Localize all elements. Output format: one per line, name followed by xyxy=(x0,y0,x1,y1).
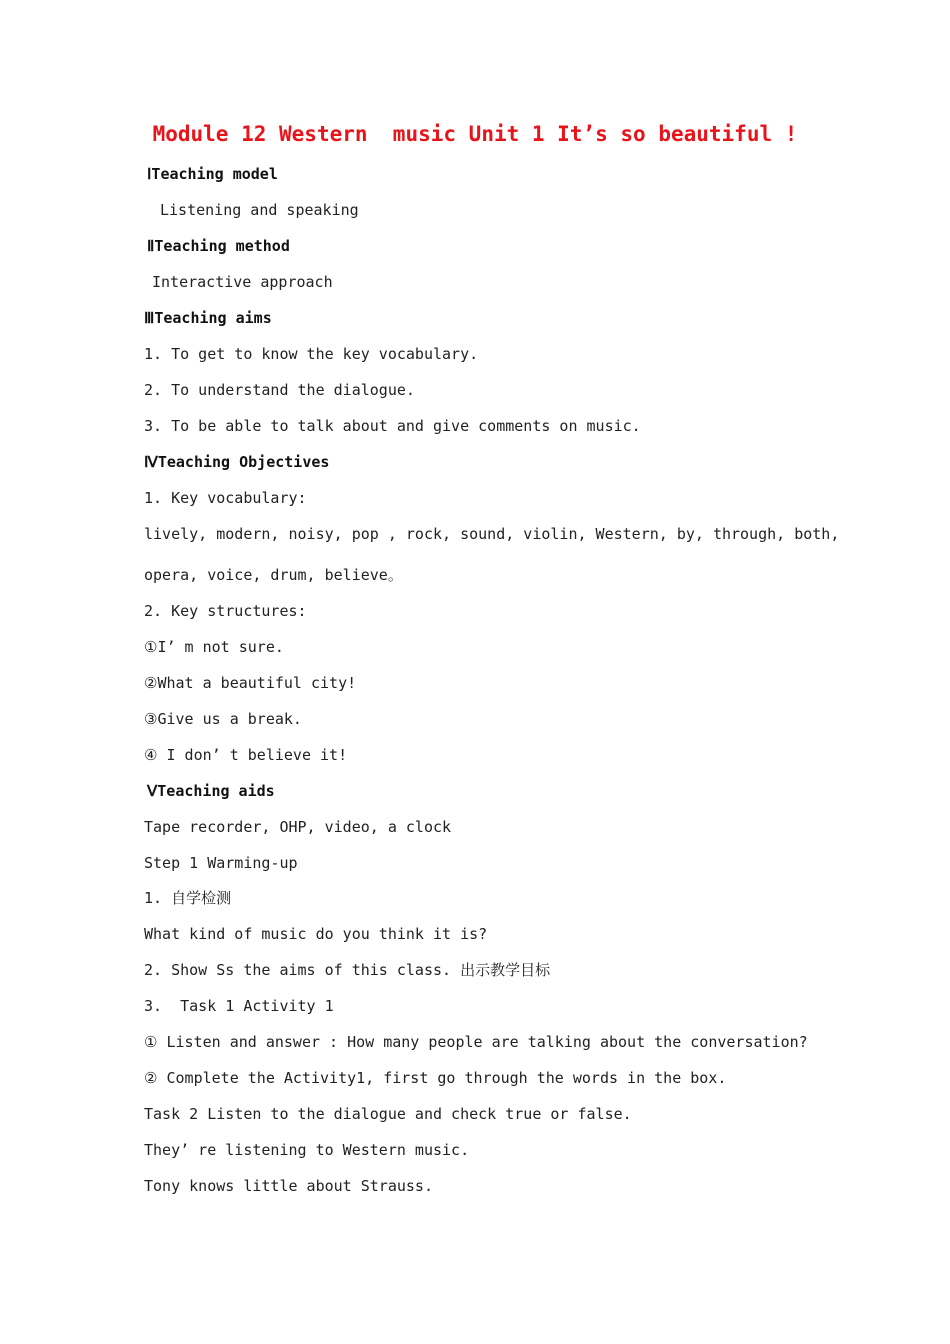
aim-item: 2. To understand the dialogue. xyxy=(144,381,415,399)
key-structure-item: ②What a beautiful city! xyxy=(144,674,357,692)
step-line: ① Listen and answer : How many people are talking about the conversation? xyxy=(144,1033,808,1051)
heading-teaching-model: ⅠTeaching model xyxy=(147,165,278,183)
aim-item: 3. To be able to talk about and give comments on music. xyxy=(144,417,641,435)
teaching-model-text: Listening and speaking xyxy=(160,201,359,219)
step-line: 2. Show Ss the aims of this class. 出示教学目标 xyxy=(144,961,551,979)
heading-teaching-aids: ⅤTeaching aids xyxy=(147,782,275,800)
heading-teaching-aims: ⅢTeaching aims xyxy=(144,309,272,327)
key-structures-label: 2. Key structures: xyxy=(144,602,307,620)
key-vocabulary-line: lively, modern, noisy, pop , rock, sound, violin, Western, by, through, both, xyxy=(144,525,840,543)
heading-teaching-method: ⅡTeaching method xyxy=(147,237,290,255)
step-line: 1. 自学检测 xyxy=(144,889,232,907)
step-line: They’ re listening to Western music. xyxy=(144,1141,470,1159)
key-structure-item: ①I’ m not sure. xyxy=(144,638,284,656)
heading-teaching-objectives: ⅣTeaching Objectives xyxy=(144,453,330,471)
step-line: Task 2 Listen to the dialogue and check true or false. xyxy=(144,1105,632,1123)
key-vocabulary-line: opera, voice, drum, believe。 xyxy=(144,566,403,584)
document-title: Module 12 Western music Unit 1 It’s so beautiful ! xyxy=(152,122,798,146)
step-line: What kind of music do you think it is? xyxy=(144,925,488,943)
key-vocabulary-label: 1. Key vocabulary: xyxy=(144,489,307,507)
step-line: Tony knows little about Strauss. xyxy=(144,1177,433,1195)
aim-item: 1. To get to know the key vocabulary. xyxy=(144,345,479,363)
step-line: 3. Task 1 Activity 1 xyxy=(144,997,334,1015)
teaching-method-text: Interactive approach xyxy=(152,273,333,291)
teaching-aids-text: Tape recorder, OHP, video, a clock xyxy=(144,818,452,836)
key-structure-item: ④ I don’ t believe it! xyxy=(144,746,348,764)
step-line: Step 1 Warming-up xyxy=(144,854,298,872)
key-structure-item: ③Give us a break. xyxy=(144,710,302,728)
step-line: ② Complete the Activity1, first go through the words in the box. xyxy=(144,1069,727,1087)
